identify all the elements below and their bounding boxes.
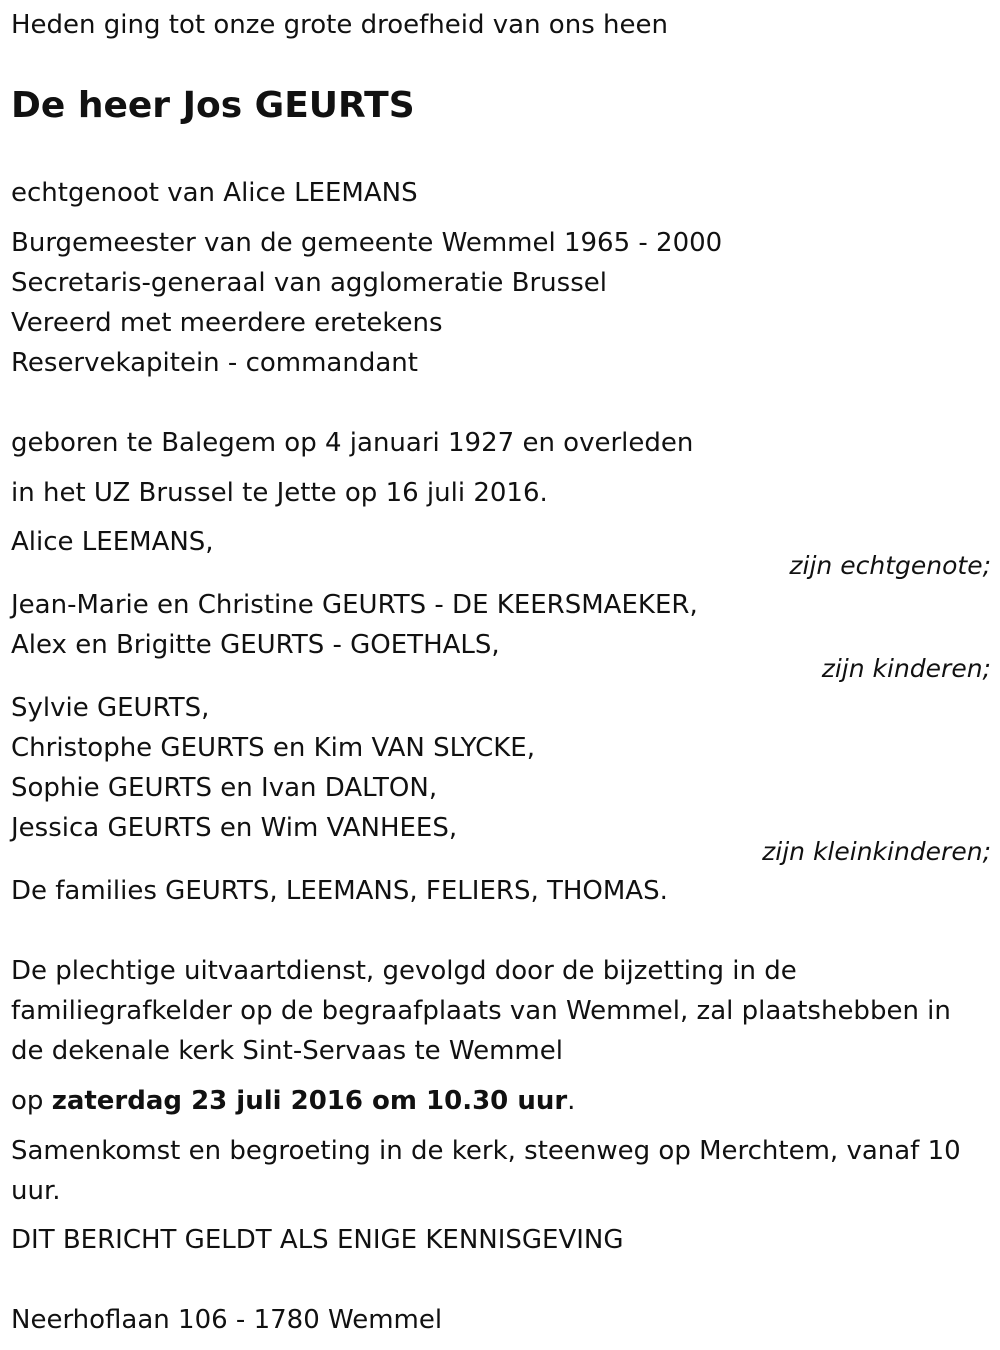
funeral-date-suffix: . [567,1086,576,1116]
family-name: Alex en Brigitte GEURTS - GOETHALS, [11,630,500,660]
family-name: Jean-Marie en Christine GEURTS - DE KEERSMAEKER, [11,590,698,620]
gathering-text: Samenkomst en begroeting in de kerk, steenweg op Merchtem, vanaf 10 uur. [11,1136,961,1206]
address-text: Neerhoflaan 106 - 1780 Wemmel [11,1305,443,1335]
funeral-date: zaterdag 23 juli 2016 om 10.30 uur [51,1086,568,1116]
families-line: De families GEURTS, LEEMANS, FELIERS, THOMAS. [11,876,668,906]
relation-label-grandchildren: zijn kleinkinderen; [762,837,991,866]
notice-text: DIT BERICHT GELDT ALS ENIGE KENNISGEVING [11,1225,624,1255]
title-item: Vereerd met meerdere eretekens [11,308,443,338]
title-item: Secretaris-generaal van agglomeratie Brussel [11,268,607,298]
title-item: Reservekapitein - commandant [11,348,418,378]
deceased-name: De heer Jos GEURTS [11,85,415,126]
intro-text: Heden ging tot onze grote droefheid van ons heen [11,10,668,40]
family-spouse [11,522,214,562]
family-children [11,585,698,665]
family-name: Jessica GEURTS en Wim VANHEES, [11,813,458,843]
relation-label-spouse: zijn echtgenote; [789,551,991,580]
relation-label-children: zijn kinderen; [821,654,991,683]
death-line: in het UZ Brussel te Jette op 16 juli 2016. [11,478,548,508]
spouse-line: echtgenoot van Alice LEEMANS [11,178,418,208]
funeral-text: De plechtige uitvaartdienst, gevolgd door de bijzetting in de familiegrafkelder op de begraafplaats van Wemmel, zal plaatshebben in de dekenale kerk Sint-Servaas te Wemmel [11,956,951,1066]
family-name: Sophie GEURTS en Ivan DALTON, [11,773,438,803]
family-name: Christophe GEURTS en Kim VAN SLYCKE, [11,733,535,763]
family-name: Sylvie GEURTS, [11,693,210,723]
family-name: Alice LEEMANS, [11,527,214,557]
funeral-date-prefix: op [11,1086,52,1116]
title-item: Burgemeester van de gemeente Wemmel 1965 - 2000 [11,228,723,258]
titles-list [11,223,722,383]
funeral-date-line [11,1081,986,1121]
family-grandchildren [11,688,535,848]
birth-line: geboren te Balegem op 4 januari 1927 en overleden [11,428,694,458]
